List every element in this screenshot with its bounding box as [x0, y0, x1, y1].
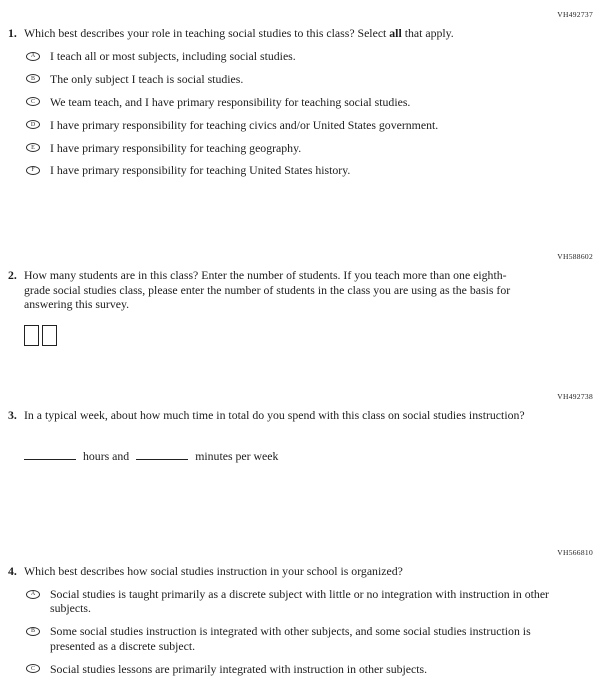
question-1-options — [0, 49, 601, 178]
answer-bubble-icon[interactable] — [26, 590, 40, 599]
students-count-box-2[interactable] — [42, 325, 57, 346]
question-1-prompt-pre: Which best describes your role in teaching social studies to this class? Select — [24, 26, 390, 41]
answer-bubble-icon[interactable] — [26, 664, 40, 673]
answer-bubble-icon[interactable] — [26, 627, 40, 636]
answer-bubble-icon[interactable] — [26, 97, 40, 106]
bubble-letter: A — [30, 53, 36, 60]
question-2-prompt: How many students are in this class? Enter the number of students. If you teach more than one eighth-grade social studies class, please enter the number of students in the class you are using as the basis for answering this survey. — [24, 268, 511, 311]
question-4-option-c — [0, 662, 601, 676]
question-1-prompt — [24, 26, 454, 40]
question-2-entry-row — [0, 325, 601, 346]
question-3-id-code: VH492738 — [557, 392, 593, 401]
question-2 — [0, 252, 601, 346]
hours-label: hours and — [83, 448, 130, 463]
question-2-id-code: VH588602 — [557, 252, 593, 261]
question-1-prompt-row — [0, 26, 601, 40]
question-1-option-b — [0, 72, 601, 86]
question-3-prompt: In a typical week, about how much time in total do you spend with this class on social studies instruction? — [24, 408, 525, 423]
question-1-option-e — [0, 141, 601, 155]
bubble-letter: C — [30, 665, 35, 672]
answer-bubble-icon[interactable] — [26, 120, 40, 129]
question-1 — [0, 10, 601, 178]
option-label: I teach all or most subjects, including social studies. — [50, 49, 296, 64]
question-4-option-a — [0, 587, 601, 616]
question-3 — [0, 392, 601, 463]
bubble-letter: C — [30, 98, 35, 105]
option-label: I have primary responsibility for teaching civics and/or United States government. — [50, 117, 439, 132]
answer-bubble-icon[interactable] — [26, 166, 40, 175]
bubble-letter: B — [30, 75, 35, 82]
question-1-number: 1. — [8, 26, 17, 41]
question-2-number: 2. — [8, 268, 17, 283]
option-label: We team teach, and I have primary responsibility for teaching social studies. — [50, 94, 411, 109]
option-label: Social studies lessons are primarily integrated with instruction in other subjects. — [50, 661, 428, 676]
question-1-id-code: VH492737 — [557, 10, 593, 19]
question-2-prompt-row — [0, 268, 601, 311]
option-label: Some social studies instruction is integrated with other subjects, and some social studies instruction is presented as a discrete subject. — [50, 624, 531, 653]
option-label: I have primary responsibility for teaching United States history. — [50, 163, 351, 178]
answer-bubble-icon[interactable] — [26, 143, 40, 152]
question-1-prompt-bold: all — [389, 26, 402, 41]
question-3-prompt-row — [0, 408, 601, 422]
option-label: Social studies is taught primarily as a discrete subject with little or no integration with instruction in other subjects. — [50, 587, 549, 616]
question-4-id-code: VH566810 — [557, 548, 593, 557]
question-3-blank-row — [0, 447, 601, 463]
question-4-number: 4. — [8, 564, 17, 579]
answer-bubble-icon[interactable] — [26, 74, 40, 83]
question-4 — [0, 548, 601, 676]
hours-blank[interactable] — [24, 447, 76, 460]
question-1-option-d — [0, 118, 601, 132]
question-3-number: 3. — [8, 408, 17, 423]
minutes-label: minutes per week — [195, 448, 279, 463]
bubble-letter: B — [30, 628, 35, 635]
question-1-option-f — [0, 163, 601, 177]
question-4-prompt: Which best describes how social studies instruction in your school is organized? — [24, 564, 403, 579]
option-label: The only subject I teach is social studies. — [50, 71, 244, 86]
question-1-prompt-post: that apply. — [401, 26, 454, 41]
students-count-box-1[interactable] — [24, 325, 39, 346]
minutes-blank[interactable] — [136, 447, 188, 460]
question-4-prompt-row — [0, 564, 601, 578]
question-4-options — [0, 587, 601, 676]
bubble-letter: E — [31, 144, 35, 151]
question-4-option-b — [0, 624, 601, 653]
question-1-option-a — [0, 49, 601, 63]
bubble-letter: D — [30, 121, 36, 128]
answer-bubble-icon[interactable] — [26, 52, 40, 61]
option-label: I have primary responsibility for teaching geography. — [50, 140, 302, 155]
bubble-letter: F — [31, 167, 35, 174]
question-1-option-c — [0, 95, 601, 109]
bubble-letter: A — [30, 591, 36, 598]
